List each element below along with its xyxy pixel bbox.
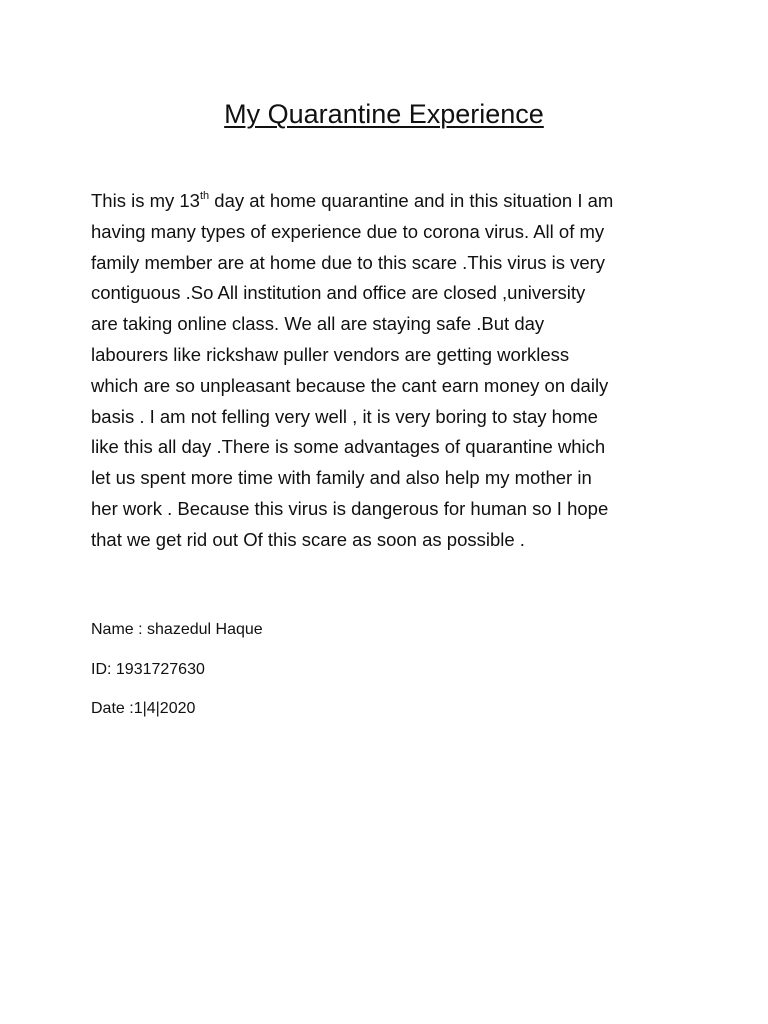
paragraph-line: let us spent more time with family and also help my mother in (91, 467, 592, 489)
paragraph-line: her work . Because this virus is dangerous for human so I hope (91, 497, 609, 519)
paragraph-line: labourers like rickshaw puller vendors are getting workless (91, 343, 570, 365)
paragraph-line: like this all day .There is some advantages of quarantine which (91, 436, 606, 458)
line-1-start: This is my 13 (91, 190, 200, 211)
document-date: Date :1|4|2020 (91, 700, 196, 717)
paragraph-line: are taking online class. We all are staying safe .But day (91, 313, 545, 335)
page-title: My Quarantine Experience (224, 99, 544, 129)
paragraph-line: having many types of experience due to corona virus. All of my (91, 220, 605, 242)
author-id: ID: 1931727630 (91, 660, 205, 678)
author-name: Name : shazedul Haque (91, 621, 263, 638)
author-details (91, 620, 263, 739)
line-1-end: day at home quarantine and in this situation I am (209, 190, 614, 211)
paragraph-line: basis . I am not felling very well , it is very boring to stay home (91, 405, 598, 427)
paragraph-line-1 (91, 186, 691, 217)
paragraph-line: family member are at home due to this scare .This virus is very (91, 251, 606, 273)
paragraph-line: which are so unpleasant because the cant earn money on daily (91, 374, 609, 396)
essay-paragraph (91, 186, 691, 556)
paragraph-line: contiguous .So All institution and office are closed ,university (91, 282, 586, 304)
ordinal-superscript: th (199, 189, 210, 202)
paragraph-line: that we get rid out Of this scare as soon as possible . (91, 528, 525, 550)
